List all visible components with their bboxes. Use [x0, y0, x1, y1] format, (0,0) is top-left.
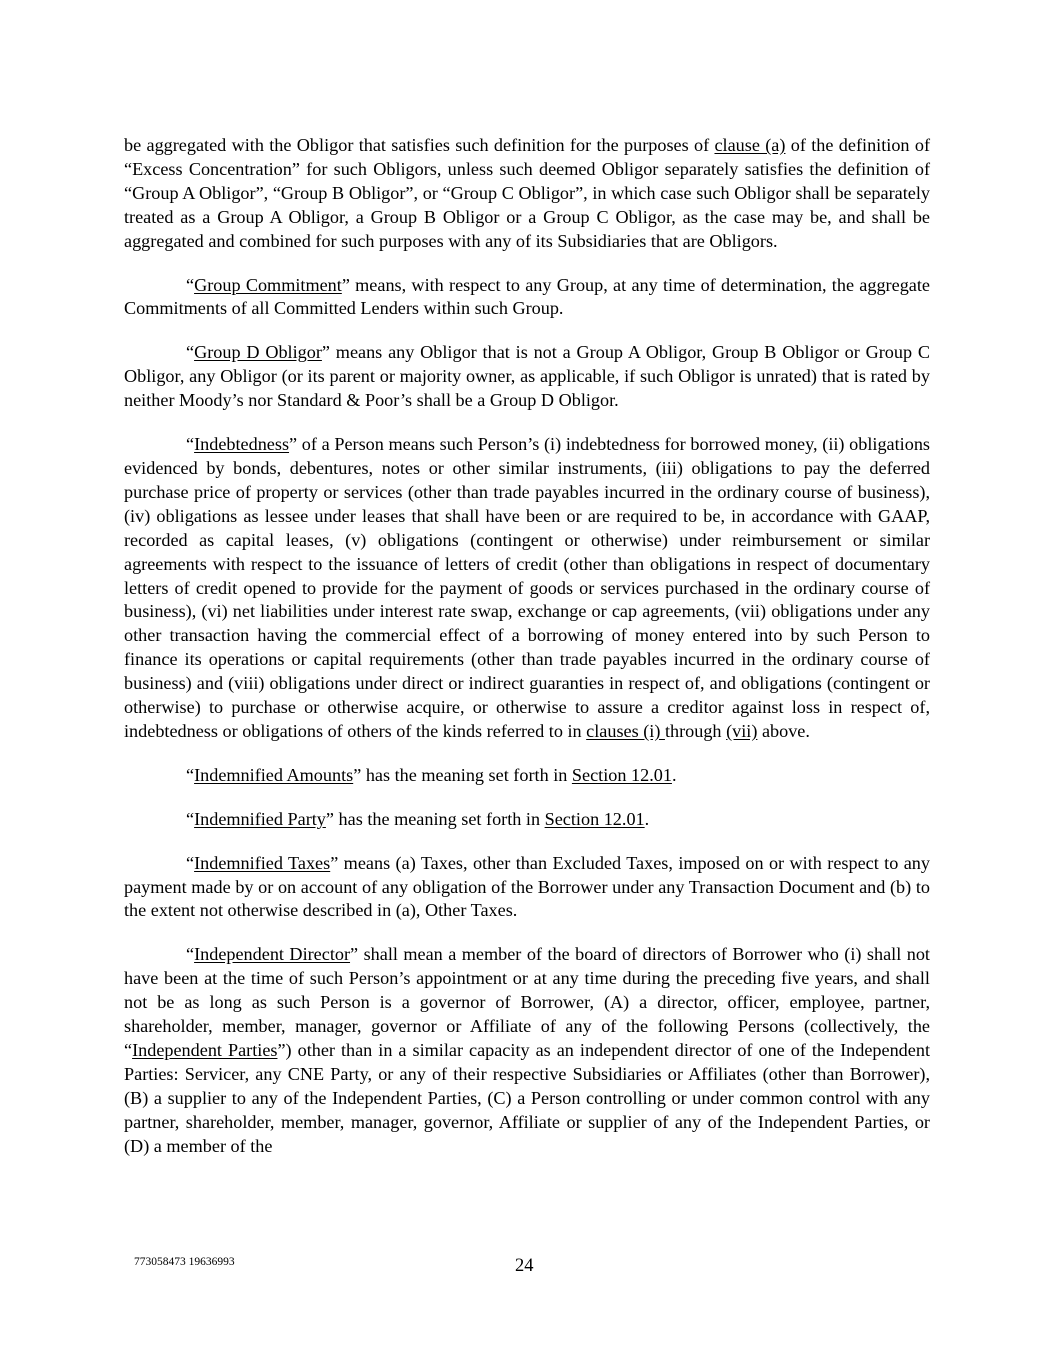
paragraph-text: through — [664, 720, 727, 741]
paragraph-text: ”) other than in a similar capacity as an independent director of one of the Independent Parties: Servicer, any CNE Party, or any of their respective Subsidiaries or Affiliates (other than Borrower), (B) a supplier to any of the Independent Parties, (C) a Person controlling or under common control with any partner, shareholder, member, manager, governor, Affiliate or supplier of any of the Independent Parties, or (D) a member of the — [124, 1040, 930, 1156]
underlined-term: Section 12.01 — [571, 764, 672, 785]
paragraph-text: ” shall mean a member of the board of directors of Borrower who (i) shall not have been at the time of such Person’s appointment or at any time during the preceding five years, and shall not be as long as such Person is a governor of Borrower, (A) a director, officer, employee, partner, shareholder, member, manager, governor or Affiliate of any of the following Persons (collectively, the “ — [124, 944, 930, 1060]
page-number: 24 — [515, 1256, 534, 1276]
page-body — [124, 134, 930, 1179]
underlined-term: Indemnified Taxes — [194, 852, 331, 873]
definition-indemnified-party — [124, 808, 930, 832]
underlined-term: Indebtedness — [194, 434, 290, 455]
underlined-term: clause (a) — [714, 135, 786, 155]
paragraph-text: ” has the meaning set forth in — [353, 764, 572, 785]
underlined-term: Group D Obligor — [194, 342, 322, 363]
paragraph-text: above. — [757, 720, 810, 741]
paragraph-text: ” has the meaning set forth in — [325, 808, 545, 829]
paragraph-text: be aggregated with the Obligor that satisfies such definition for the purposes of — [124, 135, 715, 155]
definition-indemnified-taxes — [124, 852, 930, 924]
definition-group-d-obligor — [124, 341, 930, 413]
underlined-term: Indemnified Amounts — [194, 764, 354, 785]
definition-indemnified-amounts — [124, 764, 930, 788]
paragraph-text: “ — [186, 274, 195, 295]
paragraph-text: ” of a Person means such Person’s (i) indebtedness for borrowed money, (ii) obligations evidenced by bonds, debentures, notes or other similar instruments, (iii) obligations to pay the deferred purchase price of property or services (other than trade payables incurred in the ordinary course of business), (iv) obligations as lessee under leases that shall have been or are required to be, in accordance with GAAP, recorded as capital leases, (v) obligations (contingent or otherwise) under reimbursement or similar agreements with respect to the issuance of letters of credit (other than obligations in respect of documentary letters of credit opened to provide for the payment of goods or services purchased in the ordinary course of business), (vi) net liabilities under interest rate swap, exchange or cap agreements, (vii) obligations under any other transaction having the commercial effect of a borrowing of money entered into by such Person to finance its operations or capital requirements (other than trade payables incurred in the ordinary course of business) and (viii) obligations under direct or indirect guaranties in respect of, and obligations (contingent or otherwise) to purchase or otherwise acquire, or otherwise to assure a creditor against loss in respect of, indebtedness or obligations of others of the kinds referred to in — [124, 434, 930, 741]
definition-independent-director — [124, 943, 930, 1158]
paragraph-continued — [124, 134, 930, 254]
paragraph-text: . — [671, 764, 677, 785]
paragraph-text: . — [644, 808, 650, 829]
underlined-term: Indemnified Party — [194, 808, 326, 829]
paragraph-text: ” means (a) Taxes, other than Excluded Taxes, imposed on or with respect to any payment made by or on account of any obligation of the Borrower under any Transaction Document and (b) to the extent not otherwise described in (a), Other Taxes. — [124, 852, 930, 921]
paragraph-text: ” means, with respect to any Group, at any time of determination, the aggregate Commitments of all Committed Lenders within such Group. — [124, 274, 930, 319]
underlined-term: Independent Director — [194, 944, 351, 965]
paragraph-text: “ — [186, 764, 195, 785]
underlined-term: clauses (i) — [586, 720, 665, 741]
definition-group-commitment — [124, 274, 930, 322]
paragraph-text: of the definition of “Excess Concentration” for such Obligors, unless such deemed Obligor separately satisfies the definition of “Group A Obligor”, “Group B Obligor”, or “Group C Obligor”, in which case such Obligor shall be separately treated as a Group A Obligor, a Group B Obligor or a Group C Obligor, as the case may be, and shall be aggregated and combined for such purposes with any of its Subsidiaries that are Obligors. — [124, 135, 930, 251]
underlined-term: Section 12.01 — [544, 808, 645, 829]
footer-document-id: 773058473 19636993 — [134, 1256, 235, 1268]
underlined-term: Group Commitment — [194, 274, 342, 295]
underlined-term: Independent Parties — [132, 1040, 278, 1060]
paragraph-text: “ — [186, 944, 195, 965]
definition-indebtedness — [124, 433, 930, 744]
paragraph-text: “ — [186, 434, 195, 455]
paragraph-text: ” means any Obligor that is not a Group A Obligor, Group B Obligor or Group C Obligor, any Obligor (or its parent or majority owner, as applicable, if such Obligor is unrated) that is rated by neither Moody’s nor Standard & Poor’s shall be a Group D Obligor. — [124, 342, 930, 411]
paragraph-text: “ — [186, 852, 195, 873]
paragraph-text: “ — [186, 808, 195, 829]
underlined-term: (vii) — [726, 720, 758, 741]
paragraph-text: “ — [186, 342, 195, 363]
